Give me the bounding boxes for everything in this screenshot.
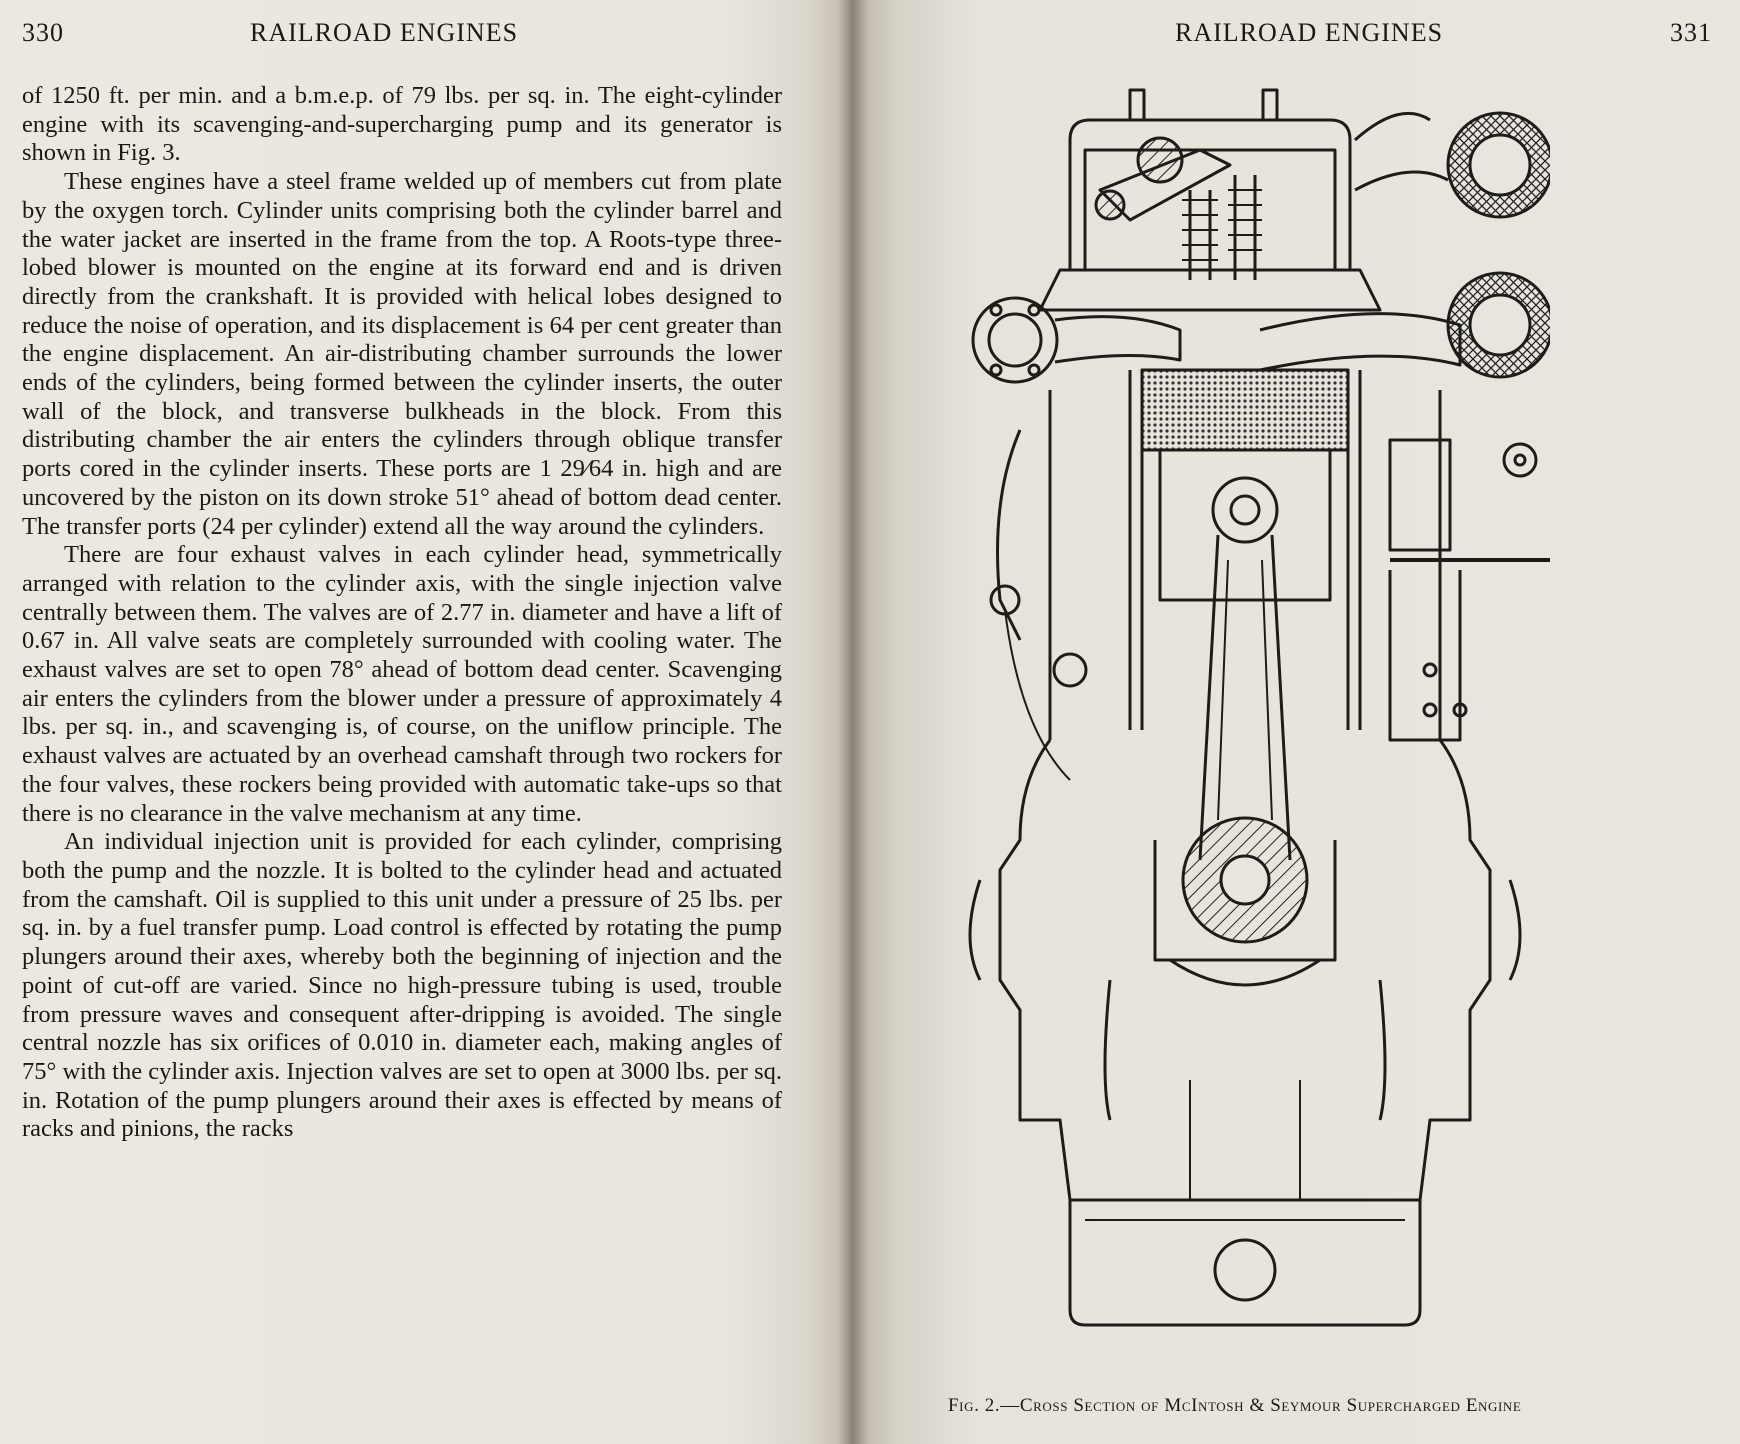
paragraph-3: There are four exhaust valves in each cylinder head, symmetrically arranged with relation to the cylinder axis, with the single injection valve centrally between them. The valves are of 2.77 in. diameter and have a lift of 0.67 in. All valve seats are completely surrounded with cooling water. The exhaust valves are set to open 78° ahead of bottom dead center. Scavenging air enters the cylinders from the blower under a pressure of approximately 4 lbs. per sq. in., and scavenging is, of course, on the uniflow principle. The exhaust valves are actuated by an overhead camshaft through two rockers for the four valves, these rockers being provided with automatic take-ups so that there is no clearance in the valve mechanism at any time.: [22, 541, 782, 827]
paragraph-4: An individual injection unit is provided for each cylinder, comprising both the pump and the nozzle. It is bolted to the cylinder head and actuated from the camshaft. Oil is supplied to this unit under a pressure of 25 lbs. per sq. in. by a fuel transfer pump. Load control is effected by rotating the pump plungers around their axes, whereby both the beginning of injection and the point of cut-off are varied. Since no high-pressure tubing is used, trouble from pressure waves and consequent after-dripping is avoided. The single central nozzle has six orifices of 0.010 in. diameter each, making angles of 75° with the cylinder axis. Injection valves are set to open at 3000 lbs. per sq. in. Rotation of the pump plungers around their axes is effected by means of racks and pinions, the racks: [22, 828, 782, 1143]
page-number-left: 330: [22, 18, 64, 47]
book-gutter: [838, 0, 868, 1444]
paragraph-2: These engines have a steel frame welded up of members cut from plate by the oxygen torch. Cylinder units comprising both the cylinder barrel and the water jacket are inserted in the frame from the top. A Roots-type three-lobed blower is mounted on the engine at its forward end and is driven directly from the crankshaft. It is provided with helical lobes designed to reduce the noise of operation, and its displacement is 64 per cent greater than the engine displacement. An air-distributing chamber surrounds the lower ends of the cylinders, being formed between the cylinder inserts, the outer wall of the block, and transverse bulkheads in the block. From this distributing chamber the air enters the cylinders through oblique transfer ports cored in the cylinder inserts. These ports are 1 29⁄64 in. high and are uncovered by the piston on its down stroke 51° ahead of bottom dead center. The transfer ports (24 per cylinder) extend all the way around the cylinders.: [22, 168, 782, 540]
figure-caption: Fig. 2.—Cross Section of McIntosh & Seymour Supercharged Engine: [948, 1395, 1522, 1416]
page-number-right: 331: [1670, 18, 1712, 47]
body-text: [22, 82, 782, 1144]
left-page: [0, 0, 850, 1444]
running-head-right: RAILROAD ENGINES: [1175, 18, 1444, 47]
right-page: [850, 0, 1740, 1444]
paragraph-1: of 1250 ft. per min. and a b.m.e.p. of 79 lbs. per sq. in. The eight-cylinder engine with its scavenging-and-supercharging pump and its generator is shown in Fig. 3.: [22, 82, 782, 167]
engine-cross-section-figure: [960, 80, 1550, 1400]
running-head-left: RAILROAD ENGINES: [250, 18, 519, 47]
